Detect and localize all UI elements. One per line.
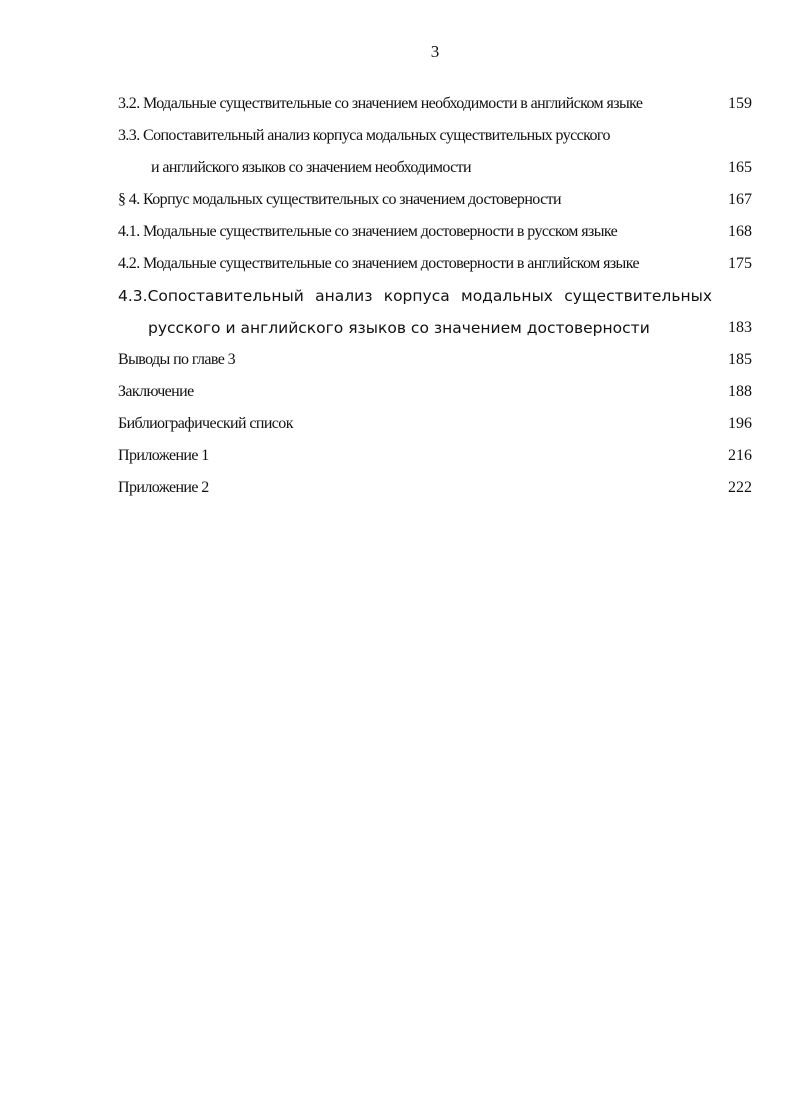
toc-entry-page: 185	[728, 351, 752, 368]
toc-entry-page: 216	[728, 447, 752, 464]
toc-entry-title: § 4. Корпус модальных существительных со значением достоверности	[118, 191, 561, 208]
toc-entry-title: Заключение	[118, 383, 194, 400]
toc-entry-3-2	[118, 88, 752, 120]
toc-entry-page: 188	[728, 383, 752, 400]
toc-entry-page: 165	[728, 159, 752, 176]
toc-entry-page: 222	[728, 479, 752, 496]
toc-entry-appendix-2	[118, 472, 752, 504]
toc-entry-page: 159	[728, 95, 752, 112]
table-of-contents	[118, 88, 752, 504]
toc-entry-page: 196	[728, 415, 752, 432]
toc-entry-4-1	[118, 216, 752, 248]
toc-entry-title: Выводы по главе 3	[118, 351, 236, 368]
toc-entry-title: 3.2. Модальные существительные со значением необходимости в английском языке	[118, 95, 643, 112]
toc-entry-page: 175	[728, 255, 752, 272]
toc-entry-appendix-1	[118, 440, 752, 472]
toc-entry-page: 168	[728, 223, 752, 240]
toc-entry-4-2	[118, 248, 752, 280]
toc-entry-conclusions-chapter-3	[118, 344, 752, 376]
toc-entry-page: 183	[728, 319, 752, 336]
toc-entry-bibliography	[118, 408, 752, 440]
toc-entry-title: русского и английского языков со значением достоверности	[148, 319, 650, 337]
toc-entry-title: Библиографический список	[118, 415, 293, 432]
toc-entry-conclusion	[118, 376, 752, 408]
toc-entry-title: и английского языков со значением необходимости	[151, 159, 472, 176]
toc-entry-4-3-continued	[118, 312, 752, 344]
toc-entry-title: 4.1. Модальные существительные со значением достоверности в русском языке	[118, 223, 618, 240]
toc-entry-3-3	[118, 120, 752, 152]
page-number: 3	[430, 42, 440, 61]
toc-entry-title: 4.3.Сопоставительный анализ корпуса модальных существительных	[118, 287, 712, 305]
toc-entry-4-3	[118, 280, 752, 312]
toc-entry-page: 167	[728, 191, 752, 208]
toc-entry-section-4	[118, 184, 752, 216]
toc-entry-3-3-continued	[118, 152, 752, 184]
toc-entry-title: 4.2. Модальные существительные со значением достоверности в английском языке	[118, 255, 639, 272]
toc-entry-title: Приложение 1	[118, 447, 209, 464]
toc-entry-title: Приложение 2	[118, 479, 209, 496]
toc-entry-title: 3.3. Сопоставительный анализ корпуса модальных существительных русского	[118, 127, 610, 144]
